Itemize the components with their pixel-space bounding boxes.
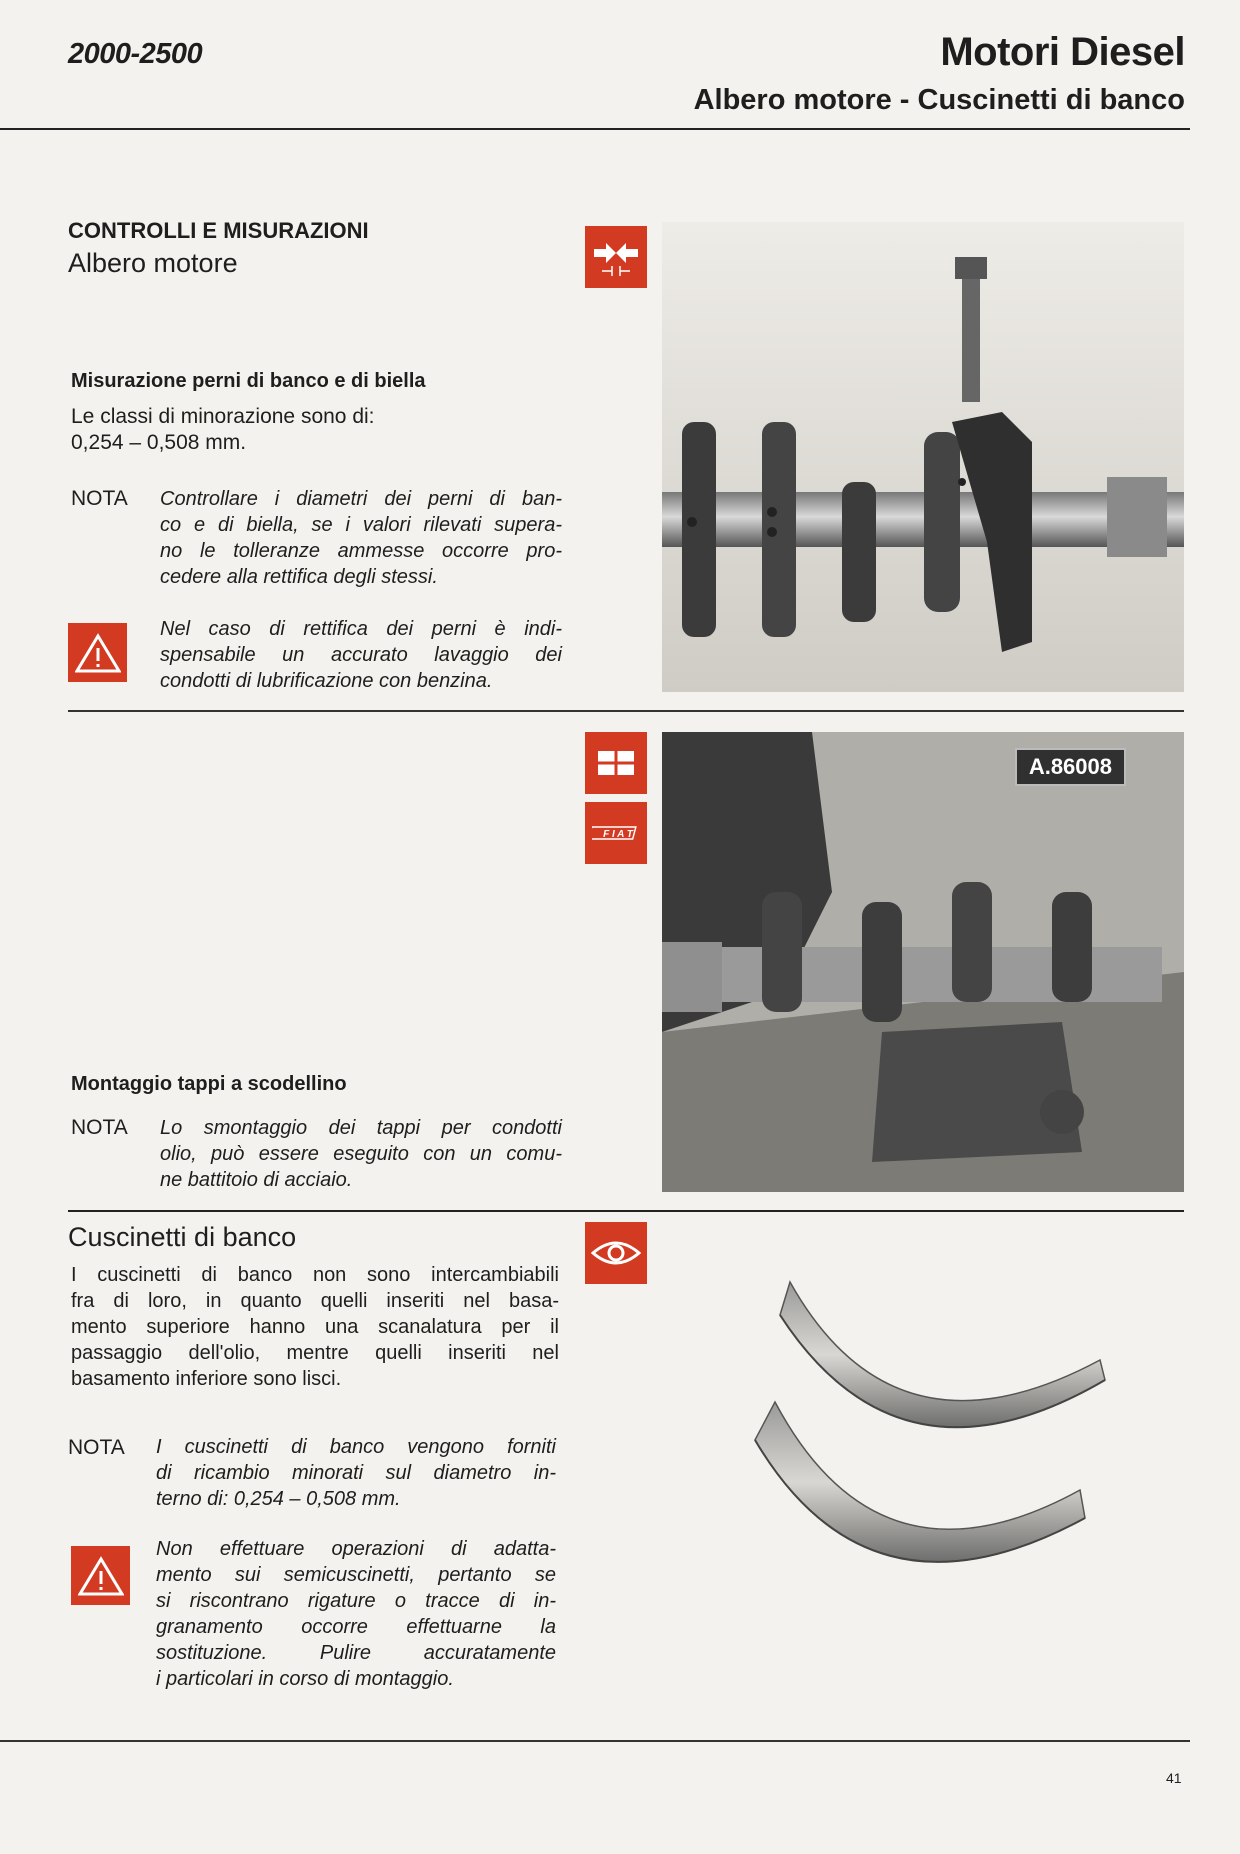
section-heading: CONTROLLI E MISURAZIONI: [68, 218, 369, 243]
nota-text: [160, 1115, 562, 1193]
fiat-tool-icon: [585, 802, 647, 864]
crankshaft-micrometer-photo: [662, 222, 1184, 692]
body-line: basamento inferiore sono lisci.: [71, 1368, 342, 1390]
nota-label: NOTA: [68, 1436, 125, 1459]
tool-reference-badge: A.86008: [1015, 748, 1126, 786]
section-subheading-crankshaft: Albero motore: [68, 248, 238, 278]
nota-label: NOTA: [71, 487, 128, 510]
warning-line: Nel caso di rettifica dei perni è indi-: [160, 618, 562, 640]
nota-line: di ricambio minorati sul diametro in-: [156, 1462, 556, 1484]
nota-line: co e di biella, se i valori rilevati supera-: [160, 514, 562, 536]
body-line: 0,254 – 0,508 mm.: [71, 431, 247, 454]
nota-line: ne battitoio di acciaio.: [160, 1169, 353, 1191]
nota-text: [160, 486, 562, 590]
body-line: mento superiore hanno una scanalatura per il: [71, 1316, 559, 1338]
bearings-description: [71, 1262, 559, 1392]
warning-line: spensabile un accurato lavaggio dei: [160, 644, 562, 666]
page-subtitle: Albero motore - Cuscinetti di banco: [693, 84, 1185, 116]
footer-rule: [0, 1740, 1190, 1742]
body-line: fra di loro, in quanto quelli inseriti nel basa-: [71, 1290, 559, 1312]
warning-text: [160, 616, 562, 694]
nota-line: no le tolleranze ammesse occorre pro-: [160, 540, 562, 562]
warning-triangle-icon: [71, 1546, 130, 1605]
nota-line: cedere alla rettifica degli stessi.: [160, 566, 438, 588]
nota-line: Controllare i diametri dei perni di ban-: [160, 488, 562, 510]
warning-line: sostituzione. Pulire accuratamente: [156, 1642, 556, 1664]
section-subheading-bearings: Cuscinetti di banco: [68, 1222, 297, 1252]
warning-line: mento sui semicuscinetti, pertanto se: [156, 1564, 556, 1586]
crankshaft-vise-photo: [662, 732, 1184, 1192]
inspect-eye-icon: [585, 1222, 647, 1284]
warning-line: si riscontrano rigature o tracce di in-: [156, 1590, 556, 1612]
nota-line: I cuscinetti di banco vengono forniti: [156, 1436, 556, 1458]
nota-line: olio, può essere eseguito con un comu-: [160, 1143, 562, 1165]
measure-arrows-icon: [585, 226, 647, 288]
body-line: I cuscinetti di banco non sono intercambiabili: [71, 1264, 559, 1286]
para-heading-journal-measurement: Misurazione perni di banco e di biella: [71, 370, 426, 392]
page-number: 41: [1166, 1770, 1182, 1786]
disassembly-icon: [585, 732, 647, 794]
para-heading-plug-assembly: Montaggio tappi a scodellino: [71, 1073, 347, 1095]
warning-line: Non effettuare operazioni di adatta-: [156, 1538, 556, 1560]
bearing-shells-photo: [720, 1270, 1140, 1570]
body-line: Le classi di minorazione sono di:: [71, 405, 375, 428]
warning-line: i particolari in corso di montaggio.: [156, 1668, 454, 1690]
section-divider: [68, 1210, 1184, 1212]
warning-text: [156, 1536, 556, 1692]
nota-label: NOTA: [71, 1116, 128, 1139]
body-line: passaggio dell'olio, mentre quelli inseriti nel: [71, 1342, 559, 1364]
svg-text:F I A T: F I A T: [603, 829, 633, 840]
warning-triangle-icon: [68, 623, 127, 682]
model-range: 2000-2500: [68, 38, 203, 70]
warning-line: granamento occorre effettuarne la: [156, 1616, 556, 1638]
page-title: Motori Diesel: [940, 30, 1185, 74]
nota-line: Lo smontaggio dei tappi per condotti: [160, 1117, 562, 1139]
nota-line: terno di: 0,254 – 0,508 mm.: [156, 1488, 401, 1510]
section-divider: [68, 710, 1184, 712]
header-rule: [0, 128, 1190, 130]
warning-line: condotti di lubrificazione con benzina.: [160, 670, 493, 692]
undersize-classes-text: [71, 404, 511, 456]
nota-text: [156, 1434, 556, 1512]
